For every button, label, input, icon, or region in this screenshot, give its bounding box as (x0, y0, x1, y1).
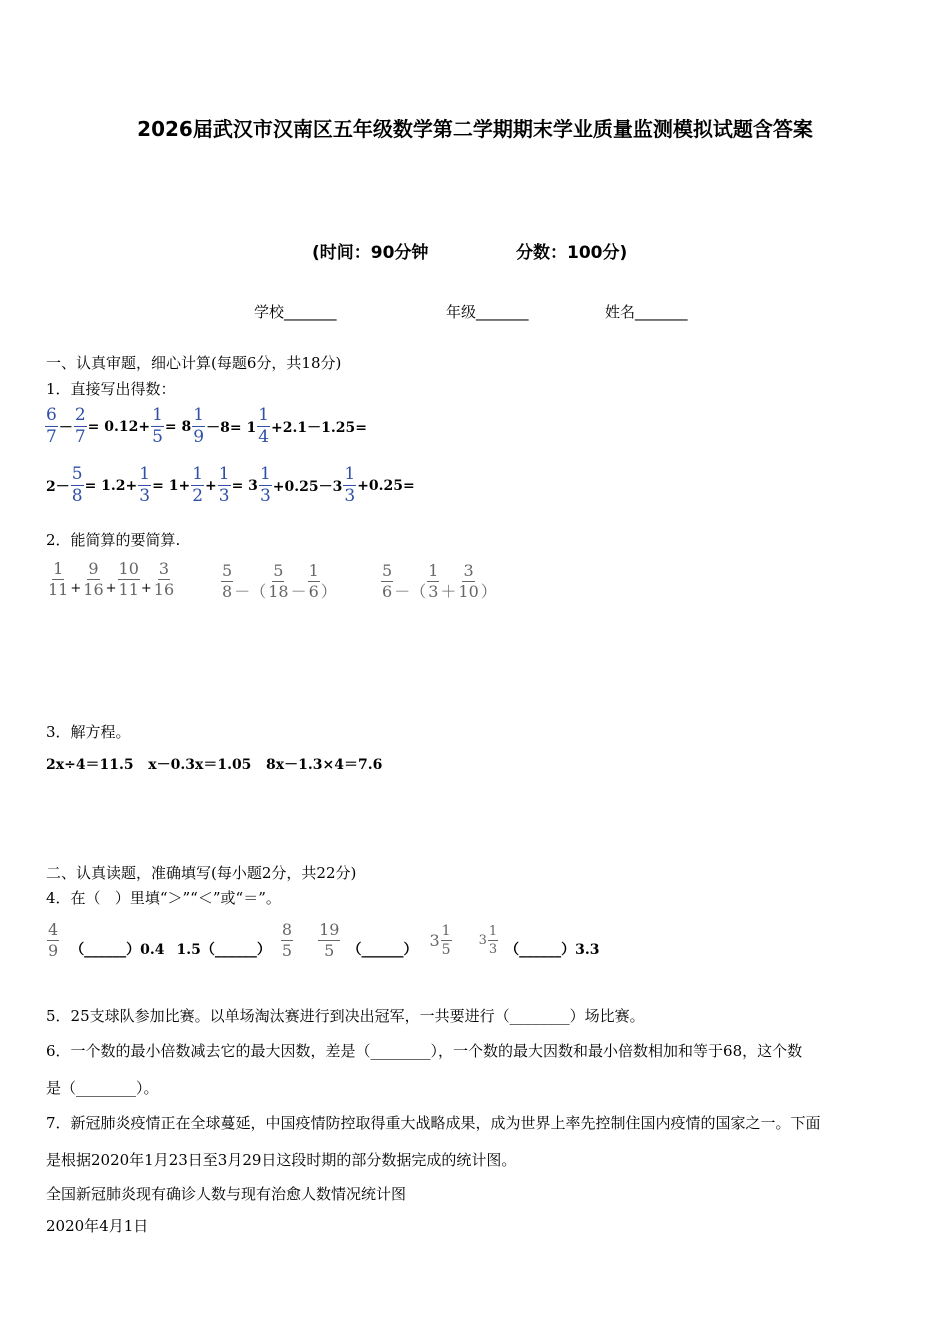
q4-blank-1[interactable]: （______）0.4 (70, 941, 165, 958)
q4-label: 4．在（ ）里填“＞”“＜”或“＝”。 (46, 889, 281, 907)
fraction: $\frac{6}{7}$ (46, 405, 57, 447)
fraction: $\frac{9}{16}$ (83, 559, 104, 599)
chart-date: 2020年4月1日 (46, 1217, 149, 1235)
fraction: $\frac{5}{18}$ (268, 561, 289, 601)
q2-expression-3: $\frac{5}{6}$ －（ $\frac{1}{3}$ ＋ $\frac{3}{10}$ ） (382, 561, 497, 601)
page-title: 2026届武汉市汉南区五年级数学第二学期期末学业质量监测模拟试题含答案 (137, 117, 813, 141)
fraction: $\frac{1}{2}$ (192, 464, 204, 506)
q7-line2: 是根据2020年1月23日至3月29日这段时期的部分数据完成的统计图。 (46, 1151, 517, 1169)
exam-score: 分数：100分) (516, 243, 628, 263)
q3-label: 3．解方程。 (46, 723, 131, 741)
fraction: $\frac{19}{5}$ (319, 920, 340, 960)
fraction: $\frac{1}{3}$ (259, 464, 271, 506)
fraction: $\frac{8}{5}$ (281, 920, 293, 960)
q6-line1: 6．一个数的最小倍数减去它的最大因数，差是（________），一个数的最大因数和最小倍数相加和等于68，这个数 (46, 1042, 803, 1060)
q6-line2: 是（________）。 (46, 1079, 159, 1097)
school-field: 学校_______ (254, 303, 337, 321)
fraction: $\frac{10}{11}$ (118, 559, 139, 599)
fraction: $\frac{1}{6}$ (308, 561, 319, 601)
fraction: $\frac{5}{8}$ (222, 561, 233, 601)
fraction: $\frac{1}{9}$ (193, 405, 205, 447)
q2-expression-2: $\frac{5}{8}$ －（ $\frac{5}{18}$ － $\frac{1}{6}$ ） (222, 561, 337, 601)
fraction: $\frac{1}{3}$ (344, 464, 356, 506)
fraction: $\frac{3}{16}$ (153, 559, 175, 599)
fraction: $\frac{5}{8}$ (71, 464, 83, 506)
q4-blank-3[interactable]: （______） (347, 941, 418, 958)
fraction: $\frac{1}{3}$ (218, 464, 230, 506)
q1-line2: 2－ $\frac{5}{8}$ = 1.2+ $\frac{1}{3}$ = 1+ $\frac{1}{2}$ + $\frac{1}{3}$ = 3 $\frac{1}{3}$ +0.25－3 $\frac{1}{3}$ +0.25= (46, 464, 415, 506)
q4-blank-4[interactable]: （______）3.3 (505, 941, 600, 958)
q4-comparisons (46, 922, 599, 959)
fraction: $\frac{1}{5}$ (152, 405, 163, 447)
section1-heading: 一、认真审题，细心计算(每题6分，共18分) (46, 354, 342, 372)
q3-equations: 2x÷4＝11.5 x－0.3x＝1.05 8x－1.3×4＝7.6 (46, 757, 383, 773)
fraction: $\frac{4}{9}$ (48, 920, 59, 960)
chart-title: 全国新冠肺炎现有确诊人数与现有治愈人数情况统计图 (46, 1185, 407, 1203)
name-field: 姓名_______ (605, 303, 688, 321)
fraction: $\frac{1}{5}$ (441, 923, 451, 958)
q2-label: 2．能简算的要简算. (46, 531, 181, 549)
fraction: $\frac{1}{3}$ (139, 464, 151, 506)
fraction: $\frac{1}{3}$ (428, 561, 439, 601)
q2-expression-1: $\frac{1}{11}$ + $\frac{9}{16}$ + $\frac{10}{11}$ + $\frac{3}{16}$ (48, 559, 175, 599)
grade-field: 年级_______ (446, 303, 529, 321)
q1-label: 1．直接写出得数： (46, 380, 176, 398)
fraction: $\frac{1}{11}$ (48, 559, 69, 599)
q5: 5．25支球队参加比赛。以单场淘汰赛进行到决出冠军，一共要进行（________）场比赛。 (46, 1007, 645, 1025)
q7-line1: 7．新冠肺炎疫情正在全球蔓延，中国疫情防控取得重大战略成果，成为世界上率先控制住国内疫情的国家之一。下面 (46, 1114, 821, 1132)
section2-heading: 二、认真读题，准确填写(每小题2分，共22分) (46, 864, 357, 882)
q4-blank-2[interactable]: 1.5（______） (176, 941, 271, 958)
exam-time: (时间：90分钟 (312, 243, 429, 263)
q1-line1: $\frac{6}{7}$ － $\frac{2}{7}$ = 0.12+ $\frac{1}{5}$ = 8 $\frac{1}{9}$ －8= 1 $\frac{1}{4}$ +2.1－1.25= (46, 405, 367, 447)
mixed-number: 3 $\frac{1}{5}$ (429, 923, 451, 958)
fraction: $\frac{3}{10}$ (458, 561, 479, 601)
fraction: $\frac{5}{6}$ (382, 561, 393, 601)
fraction: $\frac{1}{4}$ (258, 405, 270, 447)
fraction: $\frac{2}{7}$ (74, 405, 86, 447)
fraction: $\frac{1}{3}$ (488, 924, 498, 957)
mixed-number: 3 $\frac{1}{3}$ (478, 924, 498, 957)
